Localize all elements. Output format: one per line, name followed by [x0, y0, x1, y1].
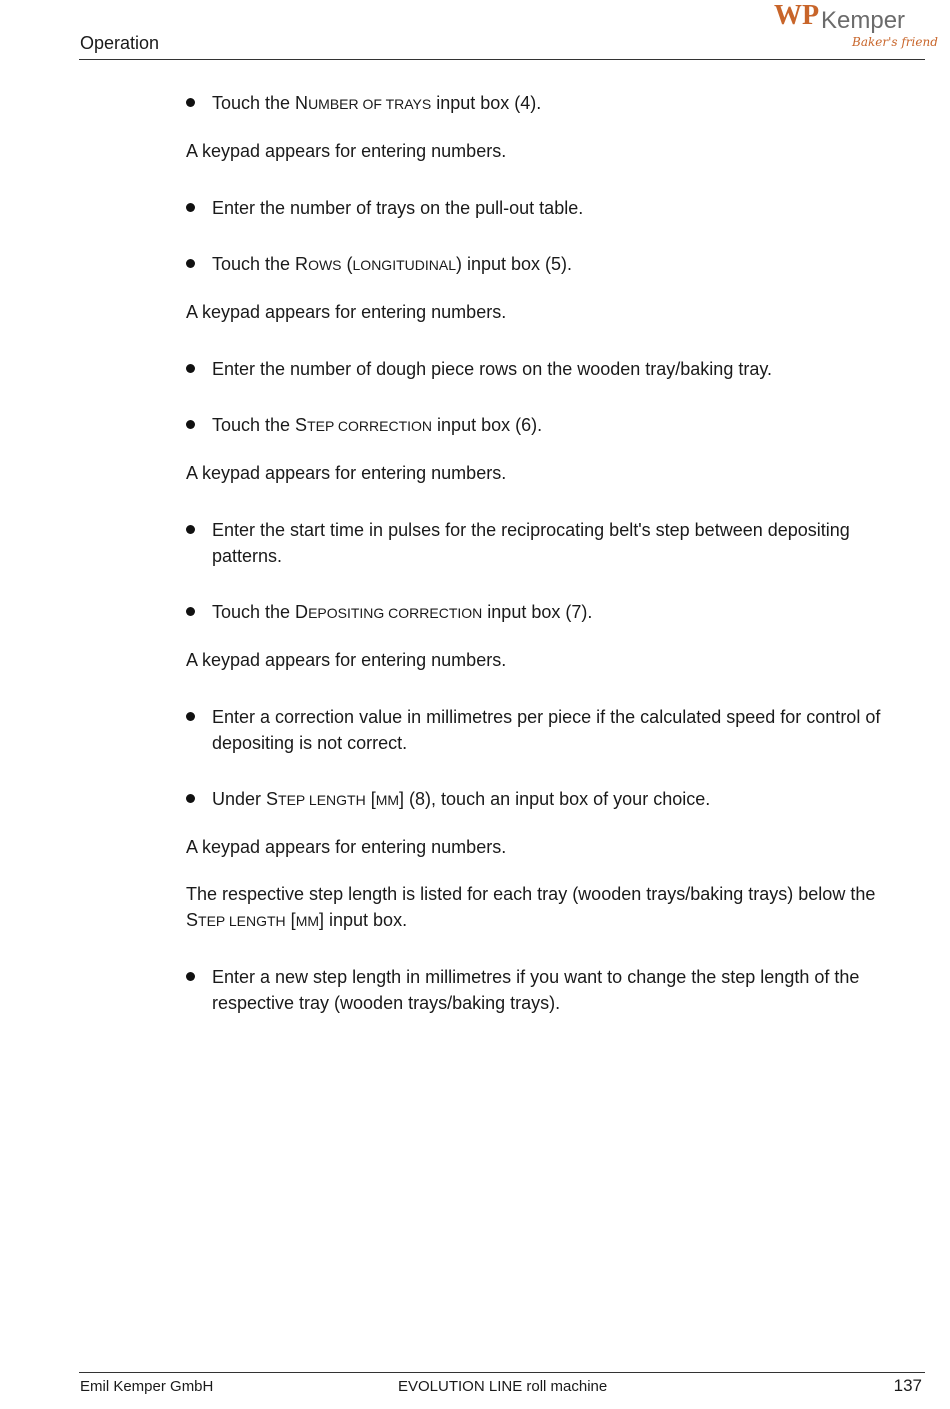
kemper-logo-graphic	[774, 0, 938, 52]
instruction-step-length: Under STEP LENGTH [MM] (8), touch an input box of your choice.	[212, 789, 711, 809]
page-header-title: Operation	[80, 33, 160, 53]
logo-name: Kemper	[821, 7, 906, 34]
bullet-icon	[186, 259, 195, 268]
footer-document-title: EVOLUTION LINE roll machine	[398, 1378, 608, 1395]
footer-company: Emil Kemper GmbH	[80, 1378, 214, 1395]
bullet-icon	[186, 98, 195, 107]
instruction-rows-longitudinal: Touch the ROWS (LONGITUDINAL) input box (5).	[212, 254, 573, 274]
instruction-depositing-correction: Touch the DEPOSITING CORRECTION input box (7).	[212, 602, 593, 622]
instruction-new-step-length-cont: respective tray (wooden trays/baking trays).	[212, 993, 561, 1013]
instruction-new-step-length: Enter a new step length in millimetres if you want to change the step length of the	[212, 967, 860, 987]
instruction-enter-correction-cont: depositing is not correct.	[212, 733, 408, 753]
result-text: A keypad appears for entering numbers.	[186, 302, 507, 322]
result-text: A keypad appears for entering numbers.	[186, 463, 507, 483]
bullet-icon	[186, 972, 195, 981]
step-length-info-cont: STEP LENGTH [MM] input box.	[186, 910, 408, 930]
result-text: A keypad appears for entering numbers.	[186, 650, 507, 670]
logo-tagline: Baker's friend	[852, 35, 938, 49]
bullet-icon	[186, 525, 195, 534]
bullet-icon	[186, 364, 195, 373]
instruction-enter-trays: Enter the number of trays on the pull-out table.	[212, 198, 584, 218]
footer-divider	[79, 1372, 925, 1373]
instruction-enter-rows: Enter the number of dough piece rows on the wooden tray/baking tray.	[212, 359, 773, 379]
instruction-number-of-trays: Touch the NUMBER OF TRAYS input box (4).	[212, 93, 542, 113]
bullet-icon	[186, 794, 195, 803]
instruction-enter-start-time-cont: patterns.	[212, 546, 283, 566]
result-text: A keypad appears for entering numbers.	[186, 141, 507, 161]
kemper-logo	[774, 0, 938, 52]
bullet-icon	[186, 607, 195, 616]
result-text: A keypad appears for entering numbers.	[186, 837, 507, 857]
page-number: 137	[893, 1376, 922, 1395]
bullet-icon	[186, 420, 195, 429]
instruction-enter-correction: Enter a correction value in millimetres per piece if the calculated speed for control of	[212, 707, 881, 727]
bullet-icon	[186, 712, 195, 721]
instruction-step-correction: Touch the STEP CORRECTION input box (6).	[212, 415, 543, 435]
instruction-enter-start-time: Enter the start time in pulses for the reciprocating belt's step between depositing	[212, 520, 850, 540]
logo-mark: WP	[774, 0, 820, 31]
header-divider	[79, 59, 925, 60]
bullet-icon	[186, 203, 195, 212]
step-length-info: The respective step length is listed for each tray (wooden trays/baking trays) below the	[186, 884, 876, 904]
